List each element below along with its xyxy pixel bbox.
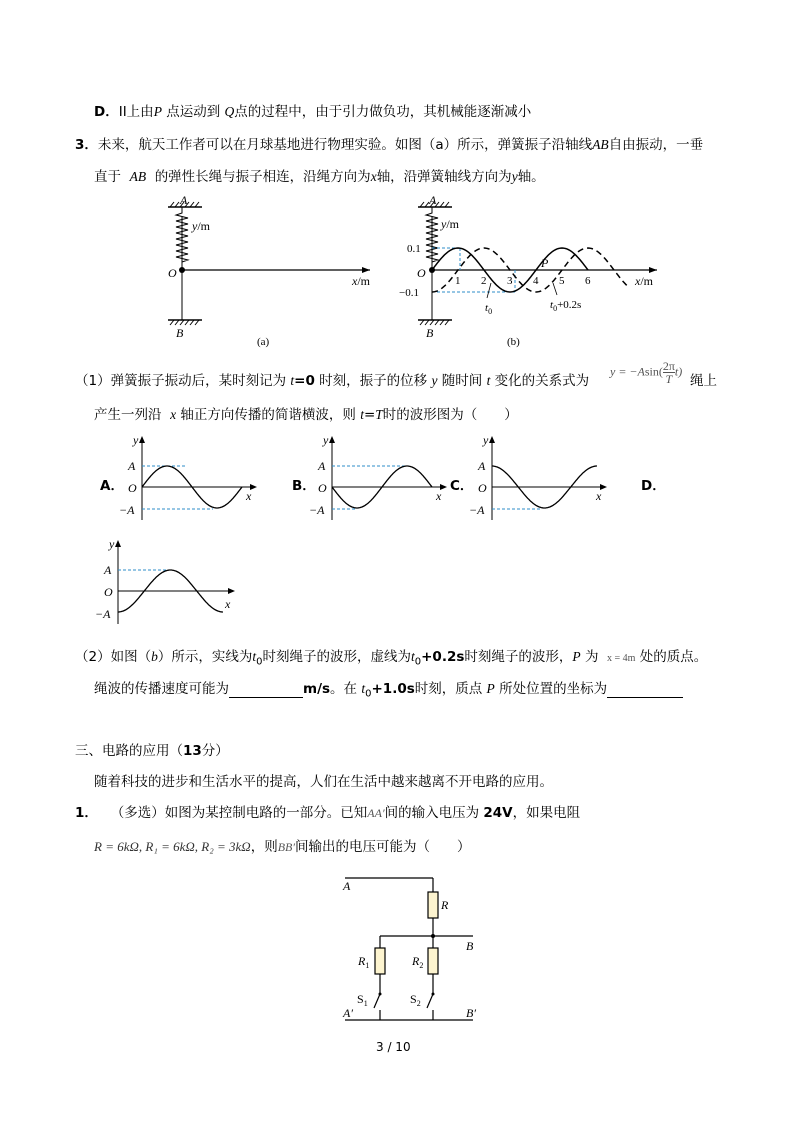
fig-a-label-O: O [168,266,177,280]
option-b-graph[interactable] [305,432,455,522]
option-c-O: O [478,481,487,495]
fig-b-t0-label: $t_0$ [485,302,493,316]
section3-q1-line2: R = 6kΩ, R₁ = 6kΩ, R₂ = 3kΩ，则BB′间输出的电压可能为（ ） [94,839,471,855]
fig-b-label-B: B [426,326,434,340]
section3-intro: 随着科技的进步和生活水平的提高，人们在生活中越来越离不开电路的应用。 [94,774,553,790]
figure-b [395,195,675,355]
figure-a [140,195,390,355]
fig-a-caption: (a) [257,336,270,348]
circuit-diagram [335,870,495,1030]
fig-b-t1-label: $t_0+0.2s$ [550,299,582,313]
circuit-label-A-prime: A′ [343,1006,353,1020]
option-b-A: A [318,459,326,473]
page-number: 3 / 10 [376,1040,411,1054]
option-d-axes [115,540,235,624]
circuit-label-B-prime: B′ [466,1006,476,1020]
fig-b-label-P: P [541,256,549,270]
option-c-graph[interactable] [465,432,615,522]
option-a-label[interactable]: A． [100,478,124,494]
tick-2: 2 [481,275,487,287]
q3-line2: 直于 AB 的弹性长绳与振子相连，沿绳方向为x轴，沿弹簧轴线方向为y轴。 [94,169,545,185]
option-a-y: y [133,433,139,447]
section3-q1-line1: 1． （多选）如图为某控制电路的一部分。已知AA′间的输入电压为 24V，如果电阻 [75,805,581,821]
option-d-x: x [225,597,231,611]
sub2-line1: （2）如图（b）所示，实线为$t_0$时刻绳子的波形，虚线为$t_0+0.2s$时刻绳子的波形，P 为 x = 4m 处的质点。 [75,649,708,668]
fig-b-y-pos: 0.1 [407,243,421,255]
sub2-line2: 绳波的传播速度可能为 m/s。在 $t_0+1.0s$时刻，质点 P 所处位置的坐标为 [94,677,683,700]
option-b-O: O [318,481,327,495]
answer-blank-speed[interactable] [229,681,303,698]
option-b-x: x [436,489,442,503]
fig-a-label-A: A [180,195,188,207]
fig-b-caption: (b) [507,336,520,348]
circuit-label-R1: $R_1$ [358,954,370,970]
circuit-label-R: R [441,898,449,912]
option-a-negA: −A [119,503,135,517]
option-a-graph[interactable] [115,432,265,522]
section3-title: 三、电路的应用（13分） [75,743,229,759]
option-c-A: A [478,459,486,473]
option-d-O: O [104,585,113,599]
q3-line1: 3．未来，航天工作者可以在月球基地进行物理实验。如图（a）所示，弹簧振子沿轴线AB自由振动，一垂 [75,137,704,153]
circuit-label-S2: $S_2$ [410,992,421,1008]
answer-blank-coordinate[interactable] [607,681,683,698]
tick-5: 5 [559,275,565,287]
option-d-negA: −A [95,607,111,621]
option-c-negA: −A [469,503,485,517]
option-b-axes [329,436,447,520]
tick-6: 6 [585,275,591,287]
option-c-label[interactable]: C． [450,478,474,494]
option-d-graph[interactable] [88,536,238,626]
option-c-x: x [596,489,602,503]
tick-4: 4 [533,275,539,287]
sub1-line2: 产生一列沿 x 轴正方向传播的简谐横波，则 t=T时的波形图为（ ） [94,407,518,423]
tick-3: 3 [507,275,513,287]
sub1-line1: （1）弹簧振子振动后，某时刻记为 t=0 时刻，振子的位移 y 随时间 t 变化的关系式为 [75,373,590,389]
circuit-label-S1: $S_1$ [357,992,368,1008]
option-b-label[interactable]: B． [292,478,316,494]
fig-a-x-axis-label: x/m [352,274,370,288]
fig-b-label-A: A [429,195,437,207]
circuit-label-R2: $R_2$ [412,954,424,970]
tick-1: 1 [455,275,461,287]
prev-option-d: D．II上由P 点运动到 Q点的过程中，由于引力做负功，其机械能逐渐减小 [94,104,532,120]
option-a-x: x [246,489,252,503]
option-a-A: A [128,459,136,473]
circuit-label-B: B [466,939,474,953]
sub1-tail: 绳上 [690,373,717,389]
fig-a-label-B: B [176,326,184,340]
option-a-O: O [128,481,137,495]
fig-a-y-axis-label: y/m [192,219,210,233]
option-b-y: y [323,433,329,447]
option-c-y: y [483,433,489,447]
option-b-negA: −A [309,503,325,517]
fig-b-y-axis-label: y/m [441,217,459,231]
option-d-label[interactable]: D． [641,478,666,494]
option-d-y: y [109,537,115,551]
option-a-axes [139,436,257,520]
fig-b-label-O: O [417,266,426,280]
fig-b-y-neg: −0.1 [399,287,419,299]
prev-option-d-text: II上由 [118,104,154,120]
sub1-formula: y = −Asin( $\frac{2\pi}{T}$ t) [610,359,683,386]
option-d-A: A [104,563,112,577]
fig-b-x-axis-label: x/m [635,274,653,288]
circuit-label-A: A [343,879,351,893]
